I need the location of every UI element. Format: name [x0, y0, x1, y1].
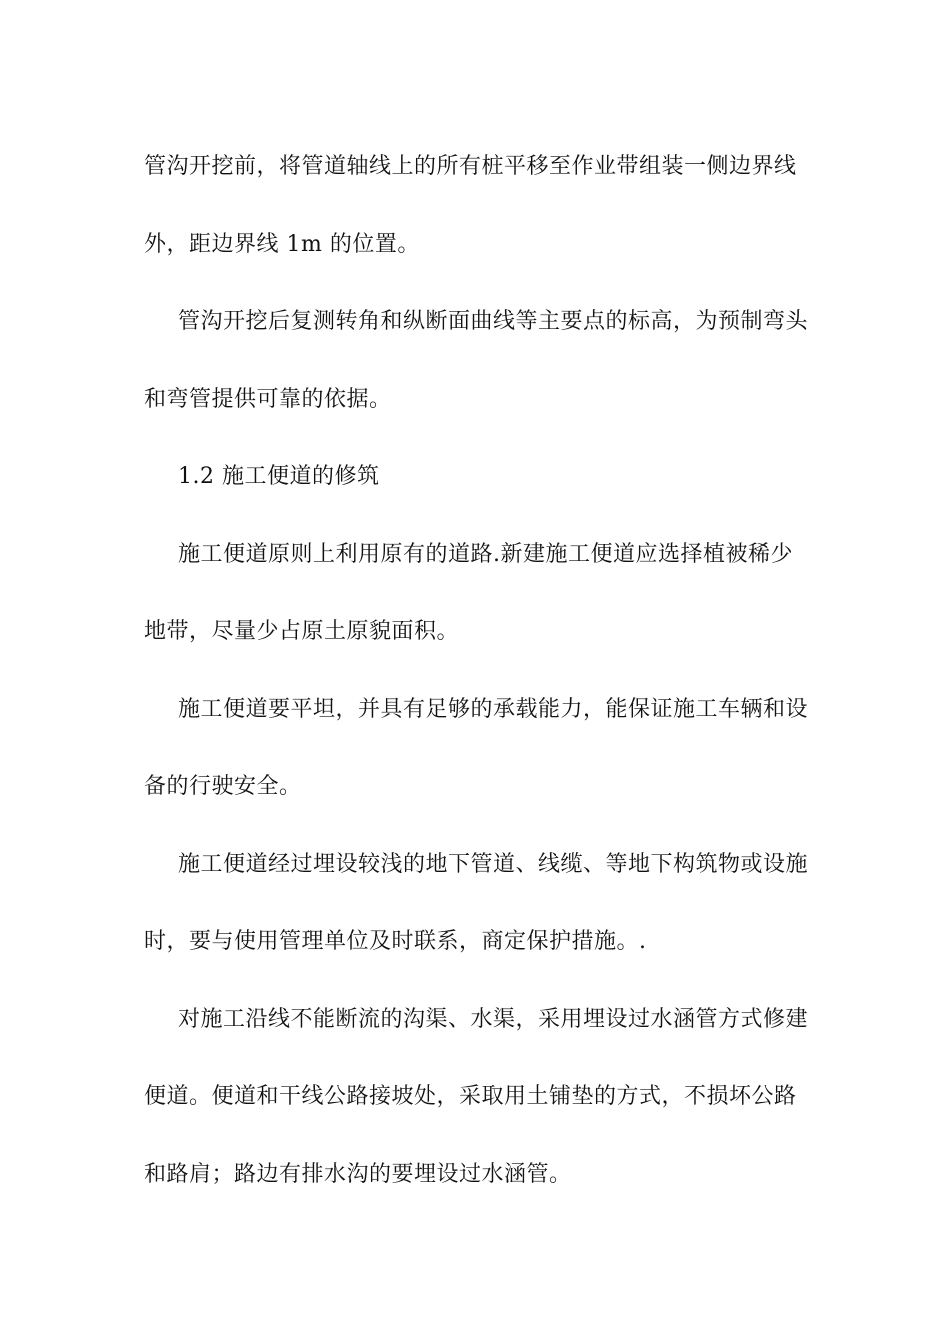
text-line: 施工便道原则上利用原有的道路.新建施工便道应选择植被稀少	[178, 541, 793, 567]
paragraph-trench-stakes	[144, 128, 808, 283]
paragraph-culverts	[144, 981, 808, 1214]
text-line: 便道。便道和干线公路接坡处，采取用土铺垫的方式，不损坏公路	[144, 1084, 797, 1109]
text-line: 地带，尽量少占原土原貌面积。	[144, 619, 460, 644]
text-line: 外，距边界线 1m 的位置。	[144, 231, 420, 257]
document-body	[144, 128, 808, 1213]
paragraph-elevation-check	[144, 283, 808, 438]
text-line: 备的行驶安全。	[144, 774, 302, 799]
text-line: 对施工沿线不能断流的沟渠、水渠，采用埋设过水涵管方式修建	[178, 1006, 809, 1032]
paragraph-underground-facilities	[144, 826, 808, 981]
text-line: 1.2 施工便道的修筑	[178, 464, 380, 489]
text-line: 施工便道经过埋设较浅的地下管道、线缆、等地下构筑物或设施	[178, 851, 809, 877]
text-line: 时，要与使用管理单位及时联系，商定保护措施。.	[144, 929, 647, 954]
paragraph-road-capacity	[144, 671, 808, 826]
text-line: 管沟开挖后复测转角和纵断面曲线等主要点的标高，为预制弯头	[178, 309, 809, 334]
text-line: 管沟开挖前，将管道轴线上的所有桩平移至作业带组装一侧边界线	[144, 154, 797, 179]
text-line: 施工便道要平坦，并具有足够的承载能力，能保证施工车辆和设	[178, 696, 809, 722]
section-heading-construction-road	[144, 438, 808, 516]
paragraph-road-principle	[144, 516, 808, 671]
text-line: 和路肩；路边有排水沟的要埋设过水涵管。	[144, 1161, 572, 1187]
text-line: 和弯管提供可靠的依据。	[144, 386, 392, 412]
